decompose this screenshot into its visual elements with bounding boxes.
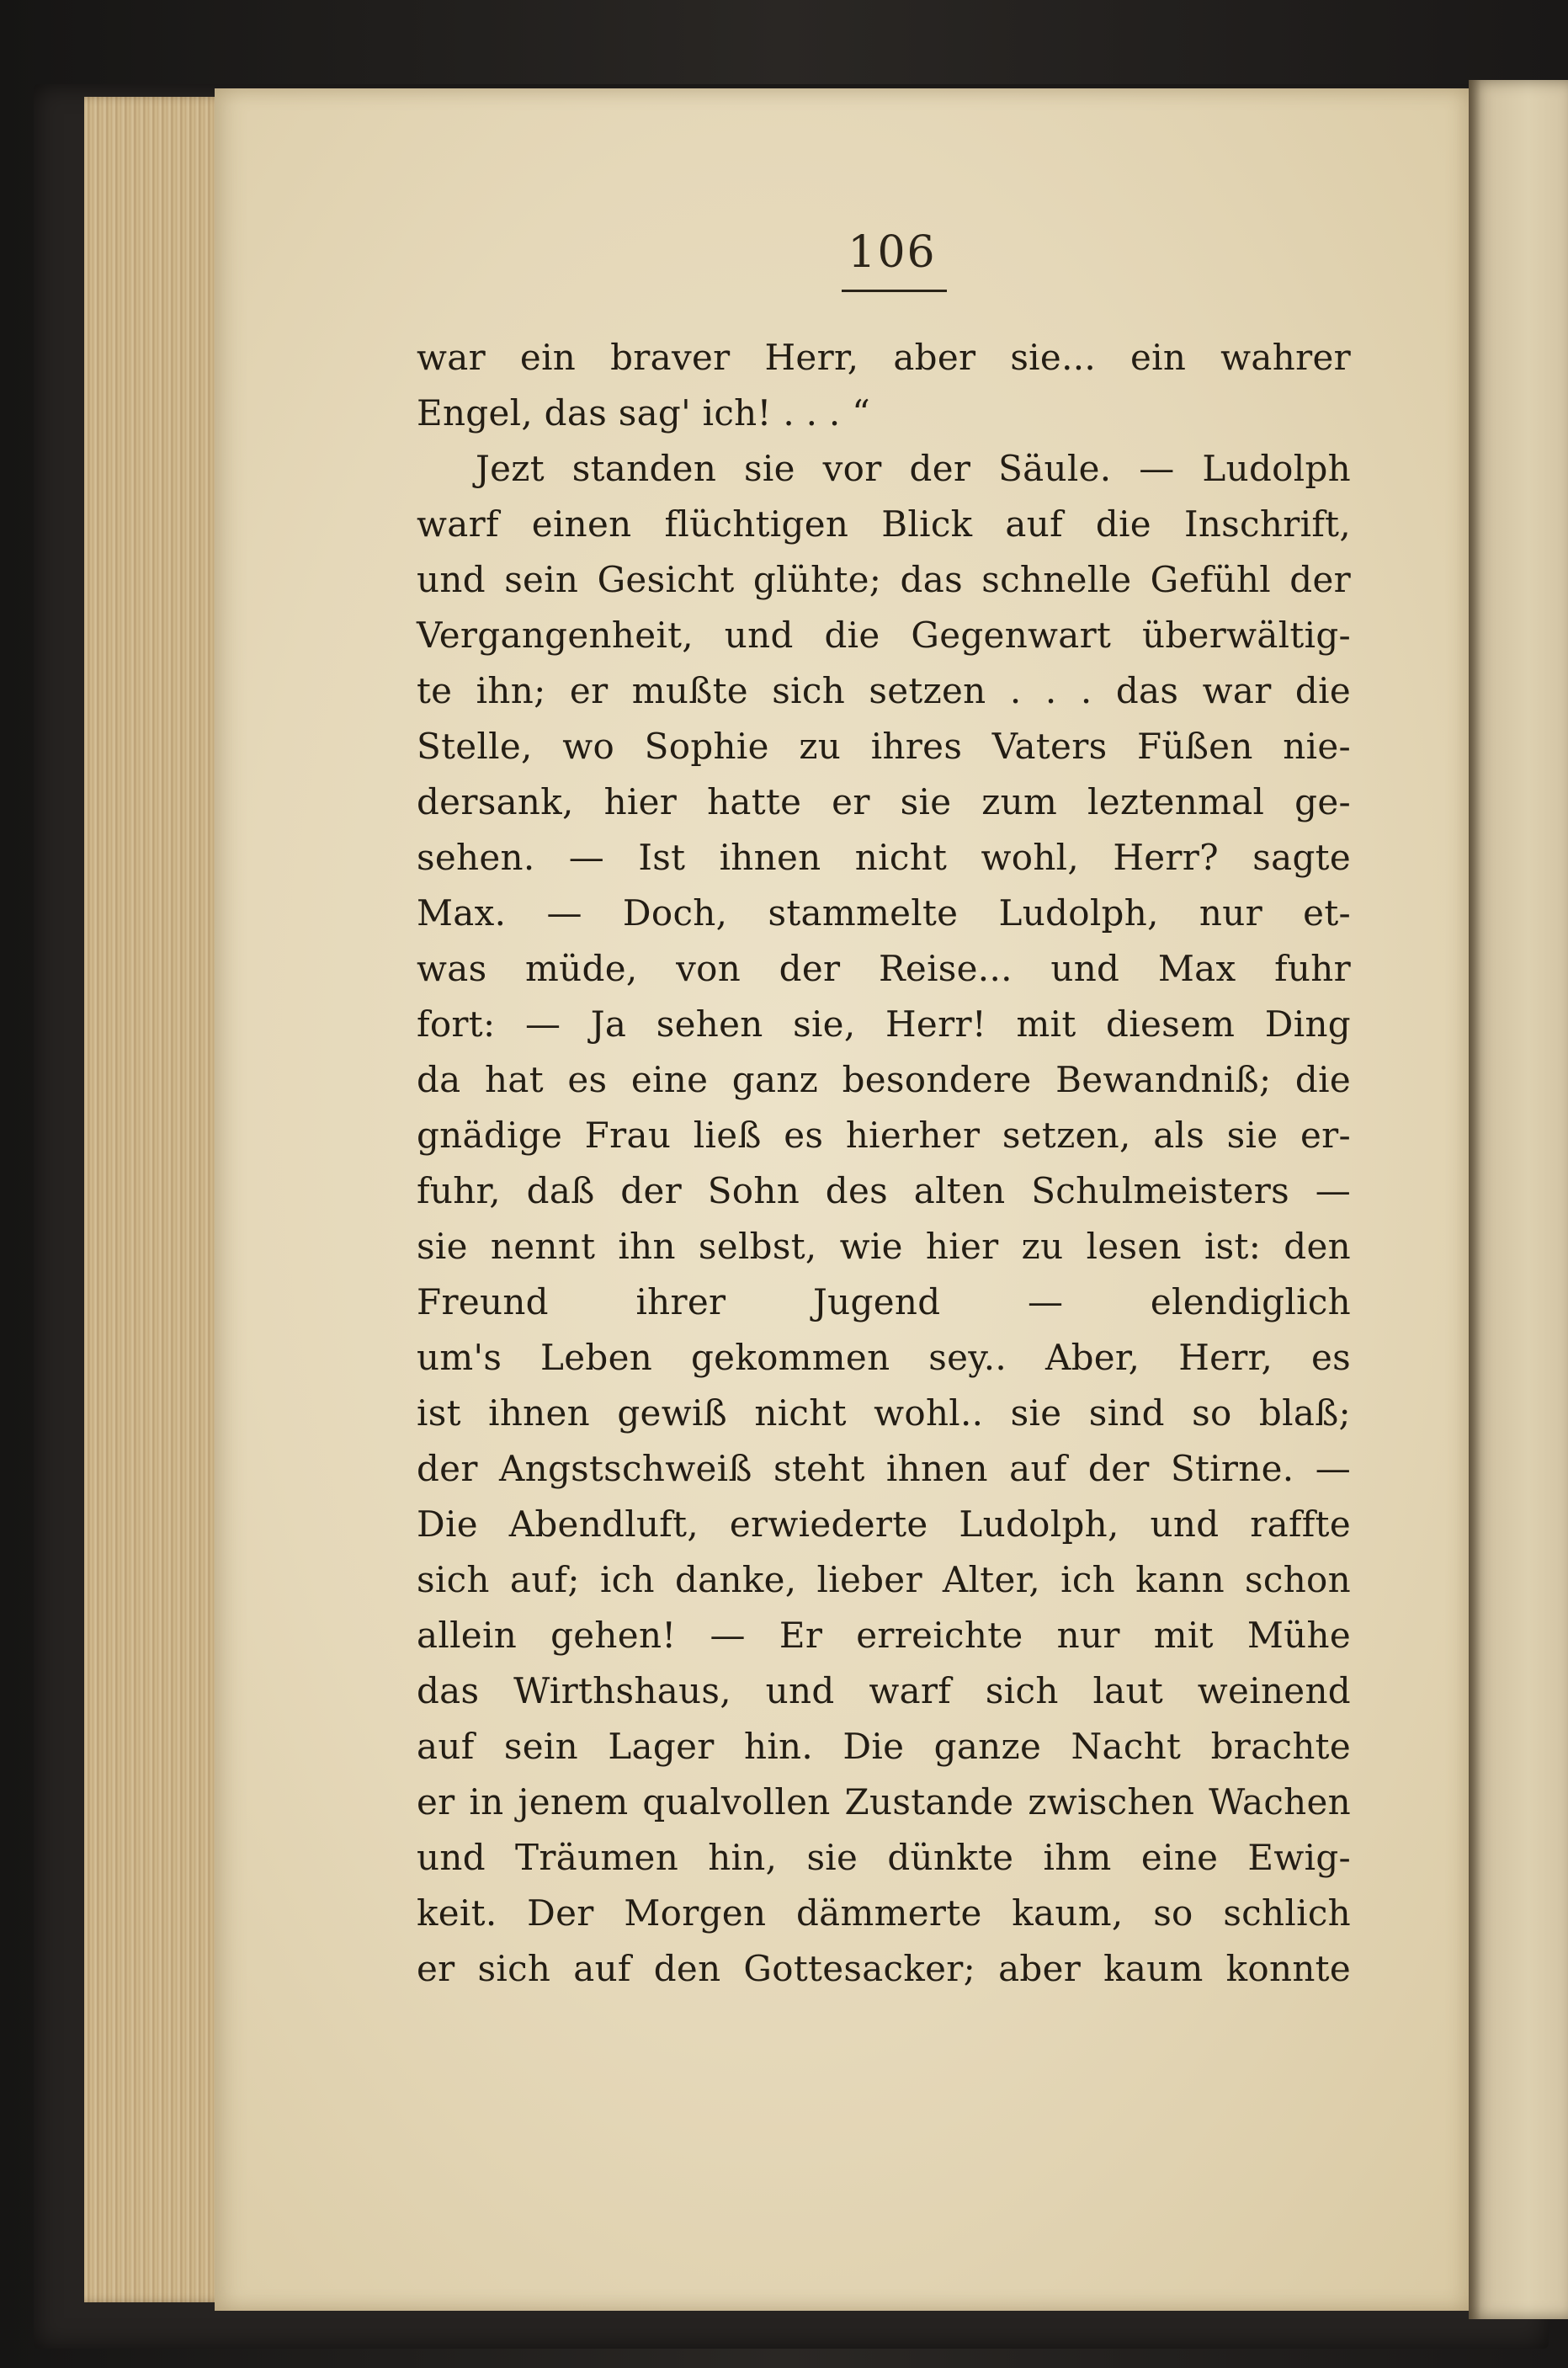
page-edges bbox=[84, 97, 227, 2302]
page-number: 106 bbox=[848, 227, 937, 278]
text-line: Vergangenheit, und die Gegenwart überwältig‑ bbox=[417, 615, 1351, 656]
text-line: sich auf; ich danke, lieber Alter, ich kann schon bbox=[417, 1559, 1351, 1600]
text-line: keit. Der Morgen dämmerte kaum, so schlich bbox=[417, 1892, 1351, 1934]
facing-page-edge bbox=[1469, 80, 1568, 2319]
text-line: sie nennt ihn selbst, wie hier zu lesen ist: den bbox=[417, 1226, 1351, 1267]
text-line: Die Abendluft, erwiederte Ludolph, und raffte bbox=[417, 1503, 1351, 1545]
text-line: Engel, das sag' ich! . . . “ bbox=[417, 392, 870, 434]
text-line: und Träumen hin, sie dünkte ihm eine Ewig‑ bbox=[417, 1837, 1351, 1878]
text-line: da hat es eine ganz besondere Bewandniß; die bbox=[417, 1059, 1351, 1100]
text-line: warf einen flüchtigen Blick auf die Inschrift, bbox=[417, 503, 1351, 545]
text-line: und sein Gesicht glühte; das schnelle Gefühl der bbox=[417, 559, 1351, 600]
text-line: das Wirthshaus, und warf sich laut weinend bbox=[417, 1670, 1351, 1711]
text-line: war ein braver Herr, aber sie... ein wahrer bbox=[417, 337, 1351, 378]
text-line: te ihn; er mußte sich setzen . . . das war die bbox=[417, 670, 1351, 711]
text-line: Freund ihrer Jugend — elendiglich bbox=[417, 1281, 1351, 1322]
text-line: der Angstschweiß steht ihnen auf der Stirne. — bbox=[417, 1448, 1351, 1489]
text-line: er in jenem qualvollen Zustande zwischen Wachen bbox=[417, 1781, 1351, 1823]
text-line: allein gehen! — Er erreichte nur mit Mühe bbox=[417, 1615, 1351, 1656]
text-line: ist ihnen gewiß nicht wohl.. sie sind so blaß; bbox=[417, 1392, 1351, 1434]
text-line: was müde, von der Reise... und Max fuhr bbox=[417, 948, 1351, 989]
text-line: auf sein Lager hin. Die ganze Nacht brachte bbox=[417, 1726, 1351, 1767]
text-line: Stelle, wo Sophie zu ihres Vaters Füßen nie‑ bbox=[417, 726, 1351, 767]
text-line: Max. — Doch, stammelte Ludolph, nur et‑ bbox=[417, 892, 1351, 934]
text-line: Jezt standen sie vor der Säule. — Ludolph bbox=[476, 448, 1351, 489]
text-line: er sich auf den Gottesacker; aber kaum konnte bbox=[417, 1948, 1351, 1989]
page-number-rule bbox=[842, 290, 947, 292]
text-line: fort: — Ja sehen sie, Herr! mit diesem Ding bbox=[417, 1003, 1351, 1045]
text-line: sehen. — Ist ihnen nicht wohl, Herr? sagte bbox=[417, 837, 1351, 878]
text-line: um's Leben gekommen sey.. Aber, Herr, es bbox=[417, 1337, 1351, 1378]
text-line: gnädige Frau ließ es hierher setzen, als sie er‑ bbox=[417, 1115, 1351, 1156]
text-line: fuhr, daß der Sohn des alten Schulmeisters — bbox=[417, 1170, 1351, 1211]
body-text bbox=[417, 330, 1351, 1997]
text-line: dersank, hier hatte er sie zum leztenmal ge‑ bbox=[417, 781, 1351, 822]
